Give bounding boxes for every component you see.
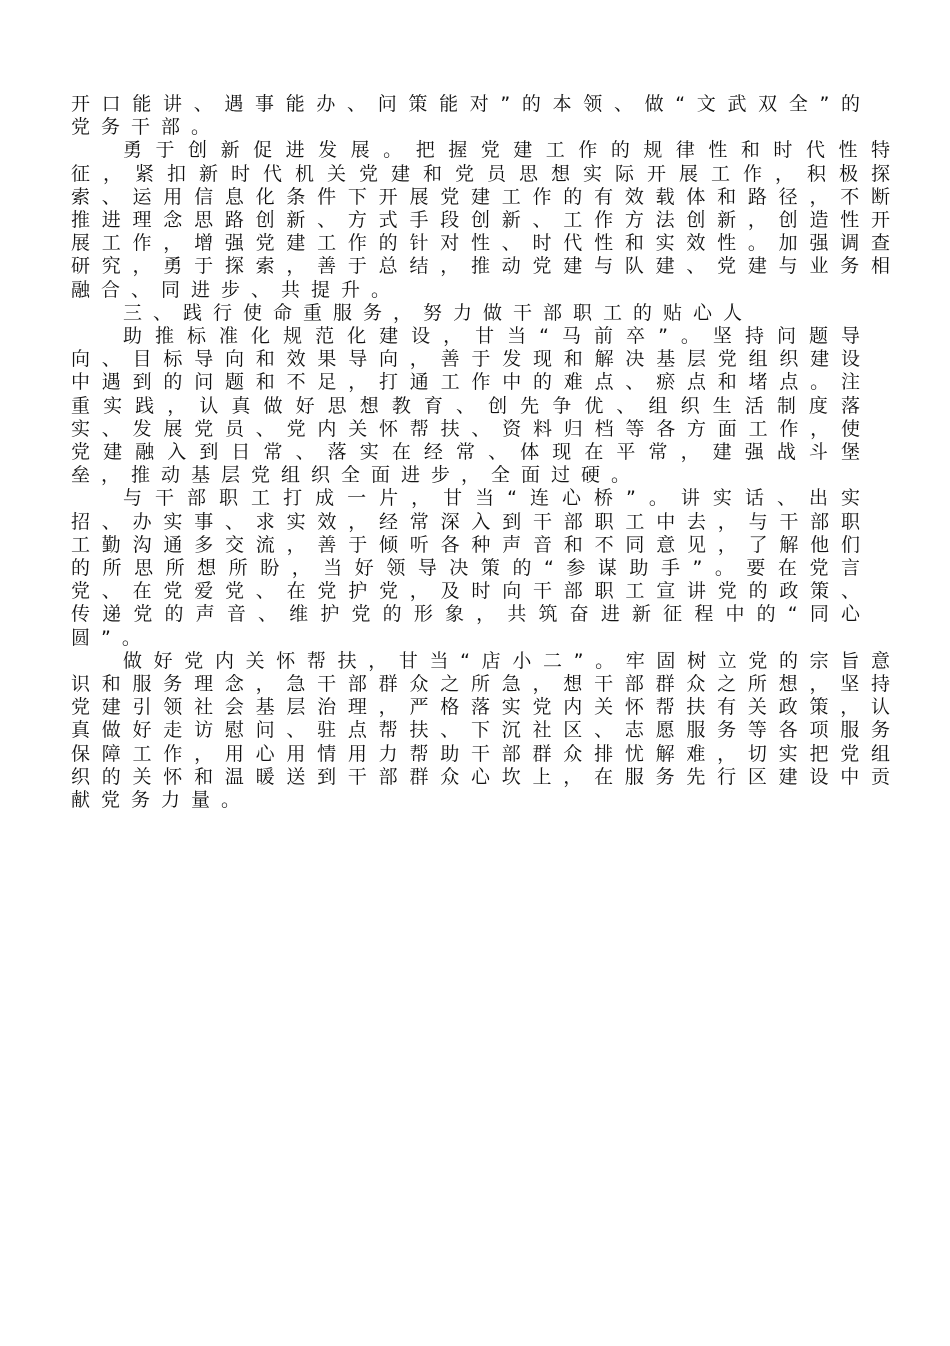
paragraph-continuation: 开口能讲、遇事能办、问策能对”的本领、做“文武双全”的党务干部。 (71, 93, 871, 139)
paragraph-standardization: 助推标准化规范化建设，甘当“马前卒”。坚持问题导向、目标导向和效果导向，善于发现和解决基层党组织建设中遇到的问题和不足，打通工作中的难点、瘀点和堵点。注重实践，认真做好思想教育、创先争优、组织生活制度落实、发展党员、党内关怀帮扶、资料归档等各方面工作，使党建融入到日常、落实在经常、体现在平常，建强战斗堡垒，推动基层党组织全面进步，全面过硬。 (71, 325, 871, 487)
paragraph-innovation: 勇于创新促进发展。把握党建工作的规律性和时代性特征，紧扣新时代机关党建和党员思想实际开展工作，积极探索、运用信息化条件下开展党建工作的有效载体和路径，不断推进理念思路创新、方式手段创新、工作方法创新，创造性开展工作，增强党建工作的针对性、时代性和实效性。加强调查研究，勇于探索，善于总结，推动党建与队建、党建与业务相融合、同进步、共提升。 (71, 139, 901, 301)
paragraph-connect-staff: 与干部职工打成一片，甘当“连心桥”。讲实话、出实招、办实事、求实效，经常深入到干部职工中去，与干部职工勤沟通多交流，善于倾听各种声音和不同意见，了解他们的所思所想所盼，当好领导决策的“参谋助手”。要在党言党、在党爱党、在党护党，及时向干部职工宣讲党的政策、传递党的声音、维护党的形象，共筑奋进新征程中的“同心圆”。 (71, 487, 871, 649)
section-heading-three: 三、践行使命重服务，努力做干部职工的贴心人 (123, 301, 754, 324)
document-body (71, 93, 901, 812)
paragraph-care-support: 做好党内关怀帮扶，甘当“店小二”。牢固树立党的宗旨意识和服务理念，急干部群众之所急，想干部群众之所想，坚持党建引领社会基层治理，严格落实党内关怀帮扶有关政策，认真做好走访慰问、驻点帮扶、下沉社区、志愿服务等各项服务保障工作，用心用情用力帮助干部群众排忧解难，切实把党组织的关怀和温暖送到干部群众心坎上，在服务先行区建设中贡献党务力量。 (71, 649, 901, 812)
